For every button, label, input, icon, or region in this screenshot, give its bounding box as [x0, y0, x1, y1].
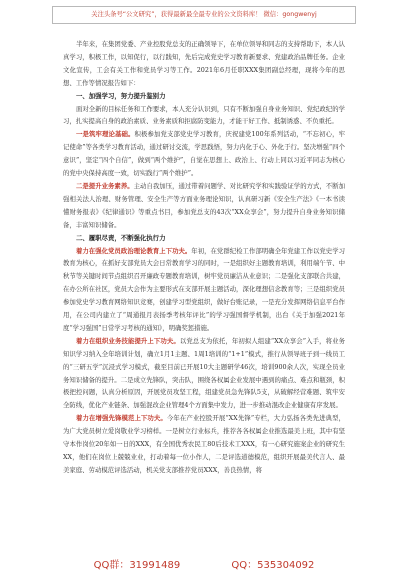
paragraph-text: 半年来，在集团党委、产业控股党总支的正确领导下，在单位领导和同志的支持帮助下，本人认真学习，积极工作，以知促行，以行践知，先后完成党史学习教育新要求、党建政治品牌任务。企业文化宣传，工会有关工作和党员学习等工作。2021年6月任职XXX集团副总经理，现将今年的思想、工作等情况报告如下：: [63, 40, 345, 87]
document-body: [63, 38, 345, 477]
paragraph-text: 面对全新的目标任务和工作要求，本人充分认识到，只有不断加强自身业务知识、党纪政纪的学习，扎实提高自身的政治素质、业务素质和拒腐防变能力，才能干好工作、抵制诱惑、不负重托。: [63, 104, 345, 126]
paragraph-lead: 着力在增强先锋模范上下功夫。: [76, 414, 167, 423]
paragraph-text: 年初，在党群纪检工作部明确全年党建工作以党史学习教育为核心，在抓好支部党员大会日常教育学习的同时，一是组织好主题教育培训，利用端午节、中秋节等关键时间节点组织召开廉政专题教育培训，树牢党员廉洁从业意识；二是强化支部联合共建，在办公所在社区，党员大会作为主要形式在支部开展主题活动，深化理想信念教育等；三是组织党员参加党史学习教育网络知识竞赛，创建学习型党组织，做好台账记录，一是充分发挥网络信息平台作用，在公司内建立了“周通报月表扬季考核年评比”的学习强国督学机制，出台《关于加强2021年度“学习强国”日常学习考核的通知》，明确奖惩措施。: [63, 246, 346, 332]
section-heading: 二、履职尽责，不断强化执行力: [76, 233, 166, 242]
paragraph-text: 主动自我加压，通过带着问题学、对比研究学和实践验证学的方式，不断加强相关法人治理、财务管理、安全生产等方面业务理论知识，认真研习新《安全生产法》《一本书读懂财务报表》《纪律通识》等重点书目，参加党总支的43次“XX众享会”，努力提升自身业务知识储备，丰富知识储备。: [63, 181, 346, 229]
section-heading: 一、加强学习，努力提升鉴别力: [76, 91, 166, 100]
paragraph-text: 以党总支为依托，年初拟人组建“XX众享会”入手，将业务知识学习纳入全年培训计划，确立1月1主题、1周1培训的“1+1”模式，推行从领导班子到一线员工的“三研五学”沉浸式学习模式，截至目前已开展10大主题研学46次，培训900余人次，实现全员业务知识储备的提升。二是成立先锋队，突击队，围绕各权属企业发展中遇到的痛点、难点和瓶颈，积极把控问题，认真分析原因，开展党员攻坚工程，组建党员急先锋队5支，从破解经营难题、筑牢安全防线，优化产业链条、加强混改企业管理4个方面集中发力，进一步推动混改企业健康有序发展。: [63, 336, 345, 410]
paragraph-lead: 着力在强化党员政治理论教育上下功夫。: [76, 246, 192, 255]
paragraph-lead: 二是提升业务素养。: [76, 181, 134, 190]
paragraph-text: 积极参加党支部党史学习教育，庆祝建党100年系列活动，“不忘初心，牢记使命”等各类学习教育活动，通过研讨交流，学思践悟，努力内化于心、外化于行。坚决增强“四个意识”，坚定“四个自信”，做到“两个维护”，自觉在思想上、政治上、行动上同以习近平同志为核心的党中央保持高度一致，切实践行“两个维护”。: [63, 130, 345, 178]
footer-qq: QQ：535304092: [231, 560, 315, 571]
footer: [0, 556, 408, 571]
top-banner: 关注头条号“公文研究”，获得最新最全最专业的公文资料库！ 微信：gongwenyj: [52, 6, 356, 24]
paragraph-lead: 一是筑牢理论基础。: [76, 130, 135, 139]
body-paragraph: [63, 38, 345, 90]
body-paragraph: [63, 180, 345, 232]
body-paragraph: [63, 335, 345, 412]
body-paragraph: [63, 128, 345, 180]
paragraph-lead: 着力在组织业务技能提升上下功夫。: [76, 336, 180, 345]
body-paragraph: [63, 412, 345, 477]
body-paragraph: [63, 103, 345, 129]
footer-qq-group: QQ群：31991489: [93, 560, 181, 571]
paragraph-text: 今年在产业控股开展“XX先锋”专栏，大力弘扬各类先进典型，为广大党员树立爱岗敬业学习榜样。一是树立行业标兵，推荐各各权属企业推选最美上班，其中有坚守本作岗位20年如一日的XXX，有全国优秀农民工80后技术工XXX，有一心研究施案企业的研究生XX，他们在岗位上兢兢业业，打动着每一位小作人，二是评选道德模范，组织开展最美代言人、最美家庭、劳动模范评选活动，机关党支部推荐党员XXX，善良热情，将: [63, 414, 346, 474]
body-paragraph: [63, 245, 345, 335]
